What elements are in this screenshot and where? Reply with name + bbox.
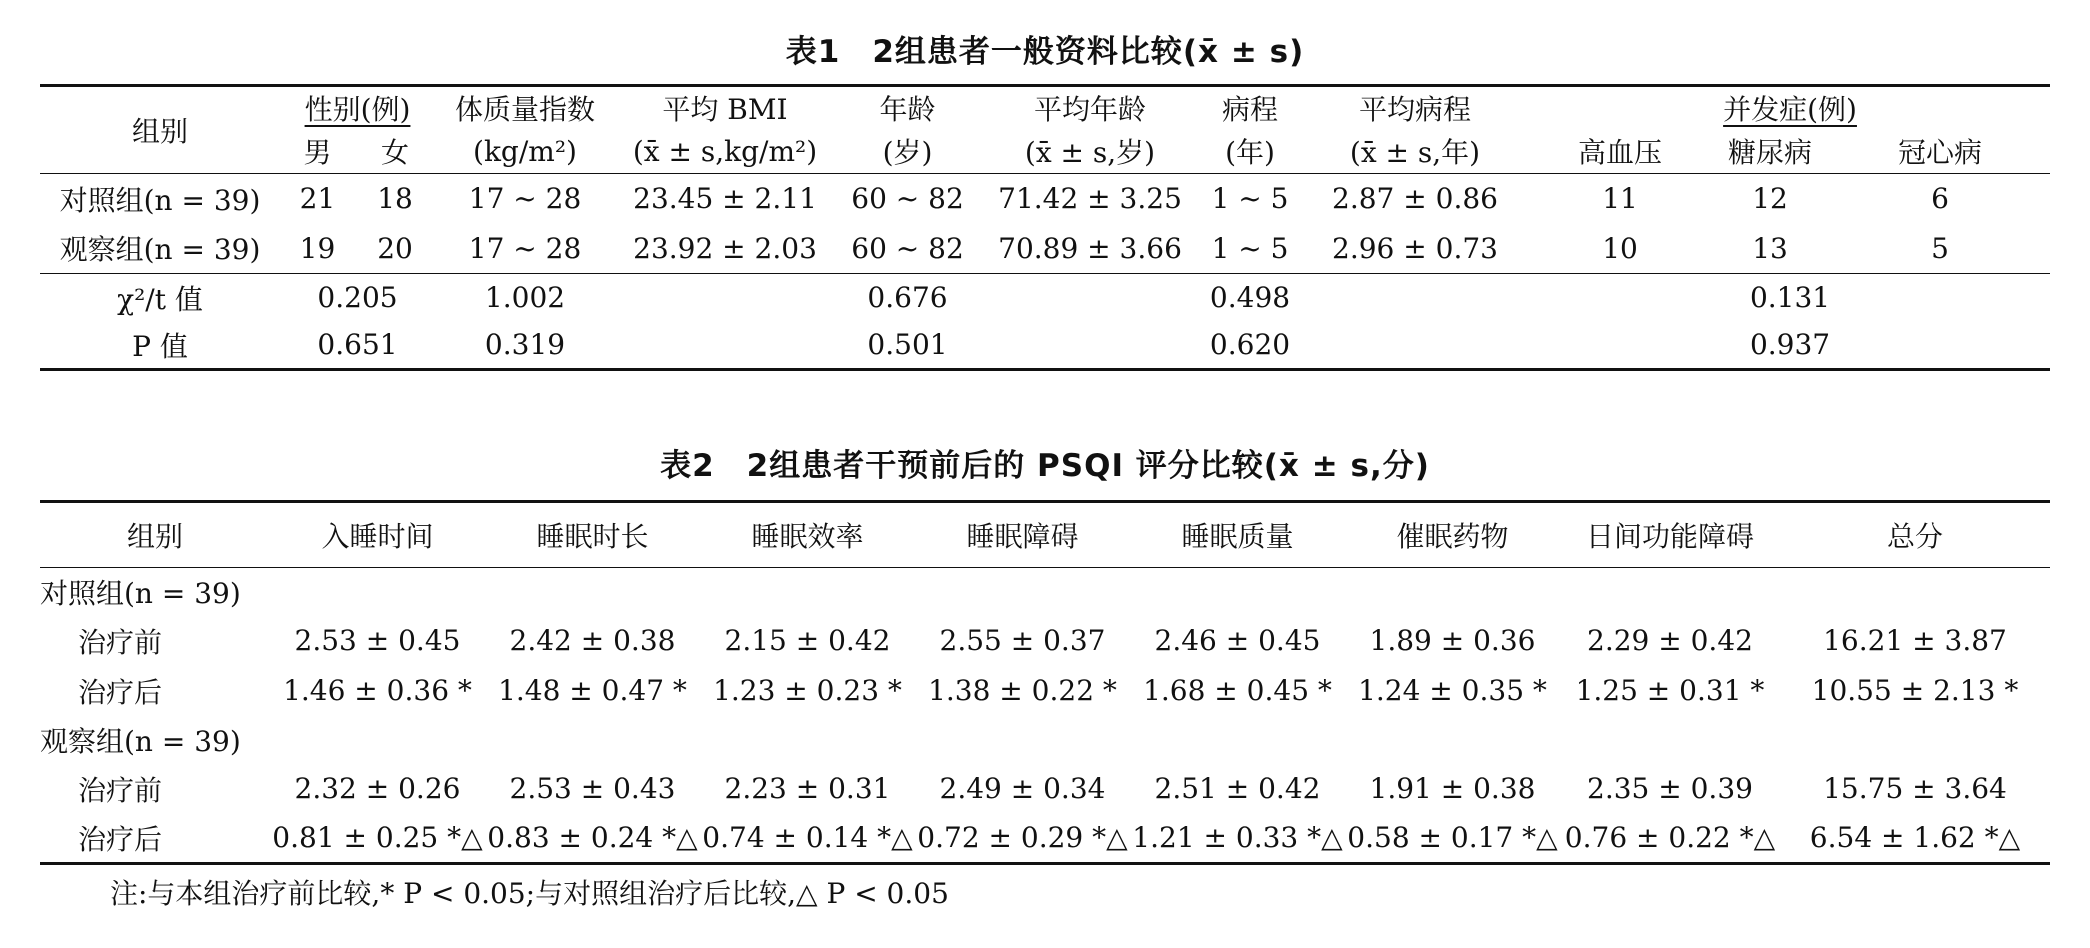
cell: 21 [299, 182, 336, 216]
table2 [40, 500, 2050, 865]
cell: 0.937 [1749, 328, 1831, 362]
header-total: 总分 [1886, 520, 1943, 553]
table2-header-row [40, 502, 2050, 568]
row-label: 治疗前 [78, 773, 163, 807]
table2-footnote: 注:与本组治疗前比较,* P < 0.05;与对照组治疗后比较,△ P < 0.05 [110, 877, 949, 910]
cell: 0.620 [1209, 328, 1291, 362]
header-bmi-mean-unit: (x̄ ± s,kg/m²) [632, 134, 818, 168]
cell: 0.58 ± 0.17 *△ [1347, 821, 1558, 855]
cell: 2.23 ± 0.31 [724, 772, 891, 805]
table2-caption: 表2 2组患者干预前后的 PSQI 评分比较(x̄ ± s,分) [660, 448, 1430, 484]
table2-row-control-before [40, 616, 2050, 666]
header-course: 病程 [1222, 93, 1279, 127]
cell: 0.651 [317, 328, 398, 362]
header-bmi-range: 体质量指数 [455, 93, 596, 127]
cell: 0.501 [867, 328, 948, 362]
header-age-mean-unit: (x̄ ± s,岁) [1024, 136, 1156, 170]
cell: 0.81 ± 0.25 *△ [272, 821, 483, 855]
cell: 6.54 ± 1.62 *△ [1809, 821, 2021, 855]
cell: 12 [1752, 182, 1788, 216]
cell: 1.89 ± 0.36 [1369, 624, 1536, 657]
cell: 19 [299, 231, 336, 265]
header-sleep-disturbance: 睡眠障碍 [966, 520, 1079, 553]
cell: 18 [377, 182, 413, 216]
header-sleep-latency: 入睡时间 [321, 520, 434, 553]
header-course-mean-unit: (x̄ ± s,年) [1349, 136, 1481, 170]
header-daytime-dysfunction: 日间功能障碍 [1585, 520, 1754, 553]
cell: 1.24 ± 0.35 * [1358, 674, 1547, 707]
cell: 0.83 ± 0.24 *△ [487, 821, 698, 855]
table1-row-p [40, 322, 2050, 370]
cell: 1.23 ± 0.23 * [713, 674, 902, 707]
cell: 观察组(n = 39) [59, 233, 261, 267]
cell: 1.38 ± 0.22 * [928, 674, 1117, 707]
header-group: 组别 [40, 86, 280, 174]
table1-caption: 表1 2组患者一般资料比较(x̄ ± s) [785, 34, 1305, 70]
cell: 1.91 ± 0.38 [1369, 772, 1536, 805]
header-course-mean: 平均病程 [1359, 93, 1472, 127]
group-label-control: 对照组(n = 39) [40, 576, 241, 610]
cell: 2.87 ± 0.86 [1332, 182, 1498, 216]
header-age: 年龄 [879, 93, 936, 127]
cell: 1.21 ± 0.33 *△ [1132, 821, 1343, 855]
header-female: 女 [381, 136, 410, 170]
cell: 17 ~ 28 [468, 231, 582, 265]
table1-row-observe [40, 224, 2050, 274]
row-label: 治疗后 [78, 675, 163, 709]
cell: 2.35 ± 0.39 [1587, 772, 1753, 805]
cell: 0.676 [867, 281, 948, 315]
header-complications: 并发症(例) [1723, 93, 1857, 127]
cell: 60 ~ 82 [851, 182, 964, 216]
cell: 0.72 ± 0.29 *△ [917, 821, 1128, 855]
cell: 1 ~ 5 [1211, 231, 1289, 265]
cell: 23.92 ± 2.03 [633, 231, 817, 265]
cell: 0.319 [484, 328, 566, 362]
stat-label: P 值 [132, 329, 188, 363]
cell: 2.42 ± 0.38 [509, 624, 676, 657]
cell: 10.55 ± 2.13 * [1811, 674, 2019, 707]
cell: 13 [1752, 231, 1788, 265]
cell: 2.29 ± 0.42 [1587, 624, 1753, 657]
cell: 2.53 ± 0.45 [294, 624, 461, 657]
header-hypnotics: 催眠药物 [1396, 520, 1509, 553]
table1-row-control [40, 174, 2050, 224]
cell: 0.74 ± 0.14 *△ [702, 821, 913, 855]
header-sleep-efficiency: 睡眠效率 [751, 520, 864, 553]
header-course-unit: (年) [1225, 136, 1275, 170]
row-label: 治疗后 [78, 822, 163, 856]
cell: 23.45 ± 2.11 [633, 182, 817, 216]
group-label-observe: 观察组(n = 39) [40, 724, 241, 758]
header-sex: 性别(例) [304, 93, 411, 127]
table1 [40, 84, 2050, 371]
cell: 2.53 ± 0.43 [509, 772, 676, 805]
cell: 2.46 ± 0.45 [1154, 624, 1321, 657]
stat-label: χ²/t 值 [117, 282, 203, 316]
table2-group-control [40, 568, 2050, 616]
cell: 2.55 ± 0.37 [939, 624, 1106, 657]
table2-row-observe-before [40, 764, 2050, 814]
cell: 70.89 ± 3.66 [998, 231, 1182, 265]
cell: 1.002 [484, 281, 566, 315]
cell: 16.21 ± 3.87 [1823, 624, 2007, 657]
header-bmi-mean: 平均 BMI [662, 93, 788, 127]
header-age-unit: (岁) [882, 136, 933, 170]
table2-row-control-after [40, 666, 2050, 716]
row-label: 治疗前 [78, 625, 163, 659]
header-hypertension: 高血压 [1578, 136, 1663, 170]
cell: 15.75 ± 3.64 [1823, 772, 2007, 805]
table1-header-row-2 [40, 130, 2050, 174]
cell: 0.76 ± 0.22 *△ [1564, 821, 1776, 855]
cell: 2.32 ± 0.26 [294, 772, 461, 805]
header-group: 组别 [126, 520, 183, 553]
cell: 1.25 ± 0.31 * [1575, 674, 1765, 707]
table2-group-observe [40, 716, 2050, 764]
header-sleep-duration: 睡眠时长 [536, 520, 649, 553]
cell: 1.68 ± 0.45 * [1143, 674, 1332, 707]
cell: 0.498 [1209, 281, 1291, 315]
cell: 2.49 ± 0.34 [939, 772, 1106, 805]
cell: 1.46 ± 0.36 * [283, 674, 472, 707]
cell: 对照组(n = 39) [59, 183, 261, 217]
cell: 0.131 [1749, 281, 1831, 315]
header-bmi-range-unit: (kg/m²) [473, 134, 577, 168]
header-sleep-quality: 睡眠质量 [1181, 520, 1294, 553]
header-male: 男 [303, 136, 332, 170]
cell: 71.42 ± 3.25 [998, 182, 1182, 216]
header-coronary: 冠心病 [1898, 136, 1983, 170]
cell: 11 [1602, 182, 1638, 216]
cell: 10 [1602, 231, 1638, 265]
cell: 1.48 ± 0.47 * [498, 674, 687, 707]
cell: 60 ~ 82 [851, 231, 964, 265]
cell: 2.51 ± 0.42 [1154, 772, 1321, 805]
cell: 0.205 [317, 281, 398, 315]
cell: 17 ~ 28 [468, 182, 582, 216]
table2-row-observe-after [40, 814, 2050, 864]
cell: 6 [1931, 182, 1949, 216]
cell: 2.15 ± 0.42 [724, 624, 891, 657]
cell: 20 [377, 231, 413, 265]
header-diabetes: 糖尿病 [1728, 136, 1813, 170]
table1-header-row-1 [40, 86, 2050, 130]
cell: 2.96 ± 0.73 [1332, 231, 1498, 265]
header-age-mean: 平均年龄 [1034, 93, 1147, 127]
table1-row-chi [40, 274, 2050, 322]
cell: 1 ~ 5 [1211, 182, 1289, 216]
cell: 5 [1931, 231, 1949, 265]
